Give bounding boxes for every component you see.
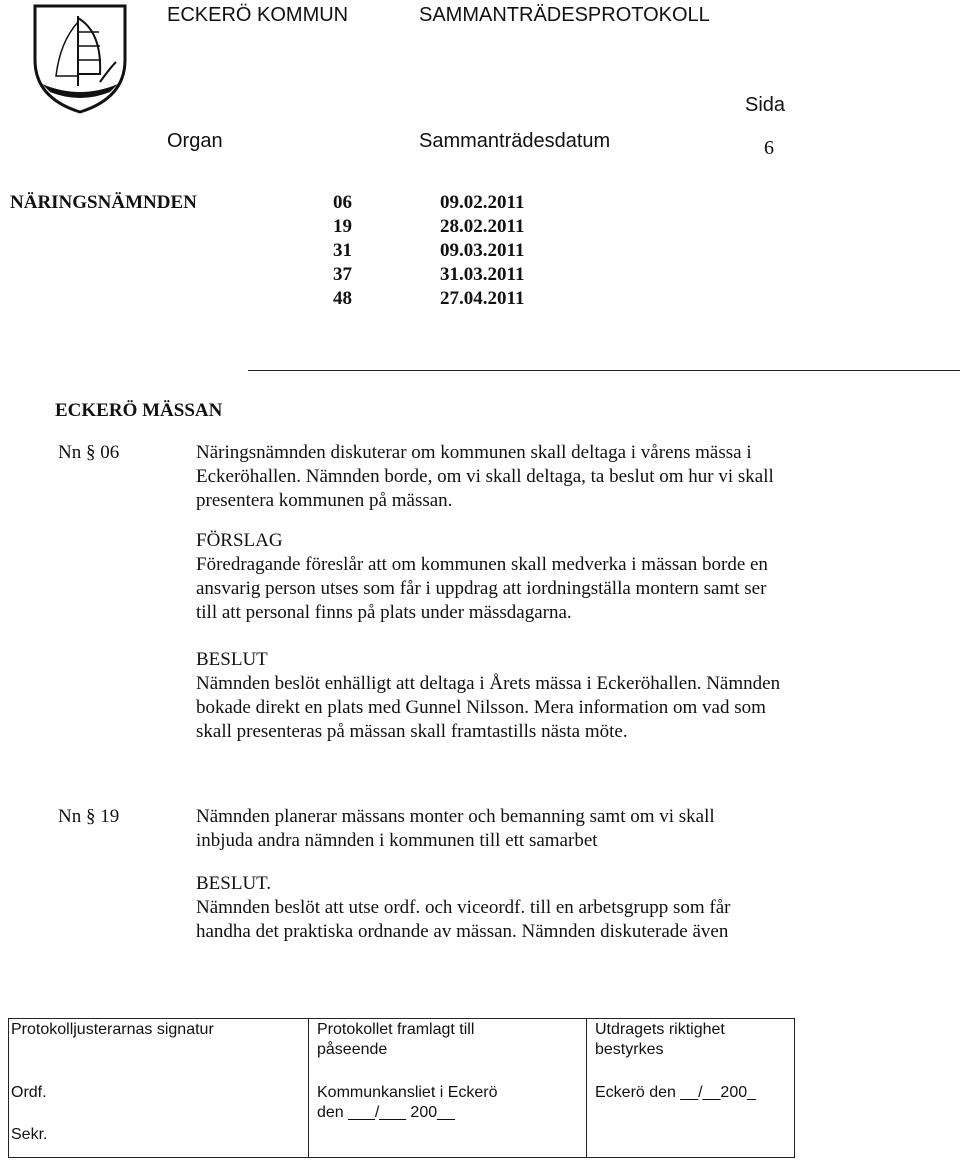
document-type: SAMMANTRÄDESPROTOKOLL [419,4,710,26]
header-divider [248,370,960,371]
item-intro [196,441,836,513]
proposal-block [196,529,836,625]
page-number: 6 [764,137,774,159]
proposal-heading: FÖRSLAG [196,530,283,551]
certification-heading-1: Utdragets riktighet [595,1021,725,1038]
text-line: presentera kommunen på mässan. [196,490,453,511]
session-number: 48 [333,288,352,309]
text-line: inbjuda andra nämnden i kommunen till ett samarbet [196,830,598,851]
text-line: bokade direkt en plats med Gunnel Nilsson. Mera information om vad som [196,697,766,718]
text-line: Nämnden planerar mässans monter och bemanning samt om vi skall [196,806,715,827]
posted-column [309,1019,587,1157]
decision-block [196,648,836,744]
session-number: 31 [333,240,352,261]
text-line: ansvarig person utses som får i uppdrag att iordningställa montern samt ser [196,578,767,599]
session-date: 09.02.2011 [440,192,525,213]
chairman-label: Ordf. [11,1084,47,1101]
posted-heading-2: påseende [317,1041,388,1058]
item-reference: Nn § 06 [58,442,120,463]
signature-heading: Protokolljusterarnas signatur [11,1021,214,1038]
text-line: Föredragande föreslår att om kommunen skall medverka i mässan borde en [196,554,768,575]
text-line: till att personal finns på plats under mässdagarna. [196,602,572,623]
organ-name: NÄRINGSNÄMNDEN [10,192,197,213]
decision-block [196,872,836,944]
certification-column [587,1019,794,1157]
text-line: skall presenteras på mässan skall framtastills nästa möte. [196,721,628,742]
text-line: handha det praktiska ordnande av mässan. Nämnden diskuterade även [196,921,729,942]
decision-heading: BESLUT. [196,873,272,894]
page-label: Sida [745,94,786,116]
certification-heading-2: bestyrkes [595,1041,664,1058]
organ-label: Organ [167,130,223,152]
session-number: 19 [333,216,352,237]
item-reference: Nn § 19 [58,806,120,827]
posted-heading-1: Protokollet framlagt till [317,1021,475,1038]
municipality-name: ECKERÖ KOMMUN [167,4,349,26]
certification-date: Eckerö den __/__200_ [595,1084,757,1101]
posted-date: den ___/___ 200__ [317,1104,455,1121]
text-line: Näringsnämnden diskuterar om kommunen skall deltaga i vårens mässa i [196,442,752,463]
session-date: 28.02.2011 [440,216,525,237]
date-label: Sammanträdesdatum [419,130,611,152]
session-date: 27.04.2011 [440,288,525,309]
session-date: 09.03.2011 [440,240,525,261]
municipality-coat-of-arms [30,2,130,114]
section-title: ECKERÖ MÄSSAN [55,400,223,421]
posted-location: Kommunkansliet i Eckerö [317,1084,498,1101]
signature-column [9,1019,309,1157]
item-intro [196,805,836,853]
session-date: 31.03.2011 [440,264,525,285]
session-number: 37 [333,264,352,285]
text-line: Nämnden beslöt att utse ordf. och viceordf. till en arbetsgrupp som får [196,897,731,918]
text-line: Nämnden beslöt enhälligt att deltaga i Årets mässa i Eckeröhallen. Nämnden [196,673,781,694]
session-number: 06 [333,192,352,213]
signature-table [8,1018,795,1158]
secretary-label: Sekr. [11,1126,48,1143]
text-line: Eckeröhallen. Nämnden borde, om vi skall deltaga, ta beslut om hur vi skall [196,466,774,487]
decision-heading: BESLUT [196,649,268,670]
